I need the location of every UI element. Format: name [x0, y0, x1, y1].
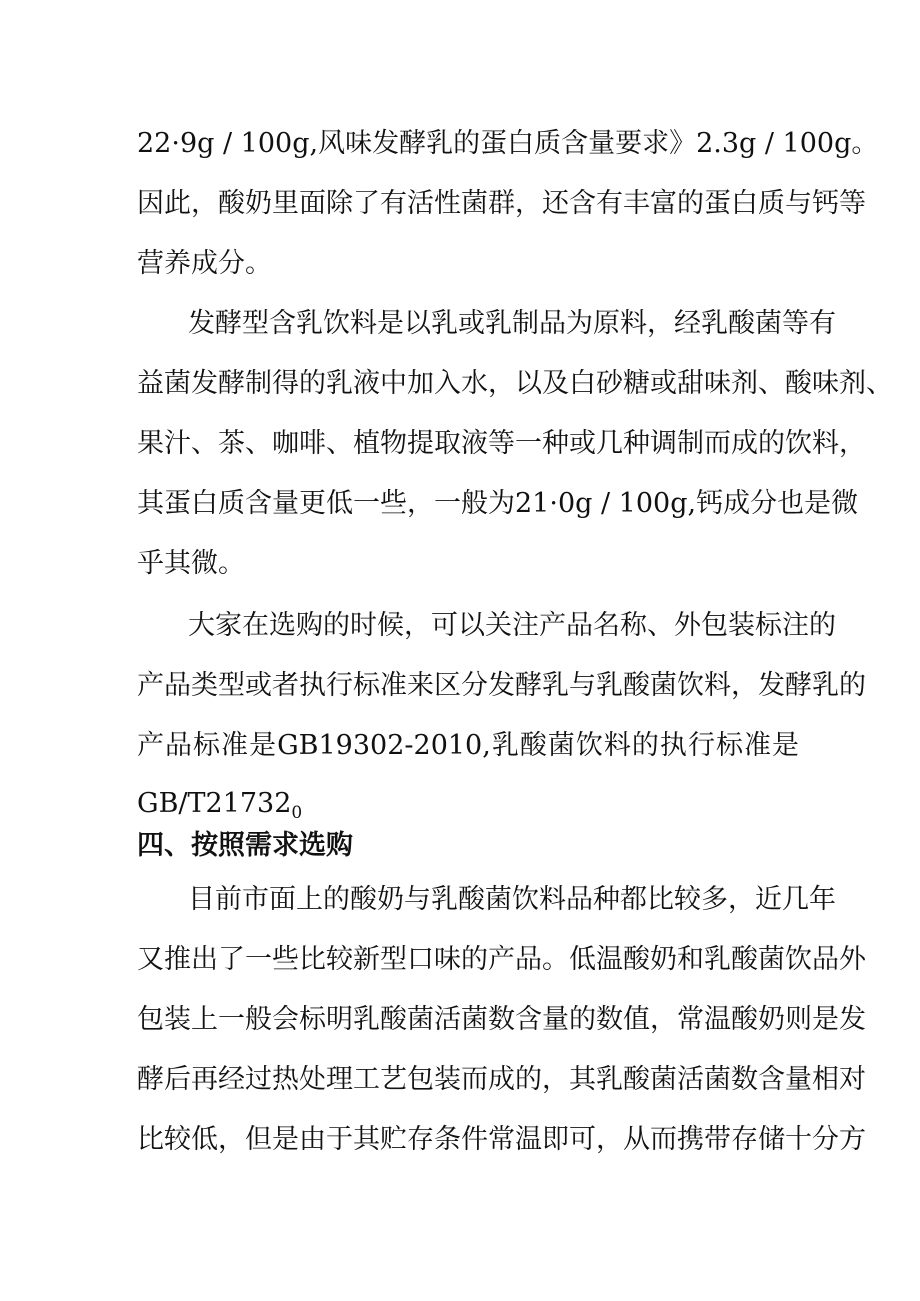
paragraph-4-line-4: 酵后再经过热处理工艺包装而成的，其乳酸菌活菌数含量相对: [137, 1064, 866, 1095]
paragraph-3-line-3: 产品标准是GB19302-2010,乳酸菌饮料的执行标准是: [137, 730, 799, 761]
paragraph-2-line-1: 发酵型含乳饮料是以乳或乳制品为原料，经乳酸菌等有: [188, 308, 836, 339]
paragraph-4-line-2: 又推出了一些比较新型口味的产品。低温酸奶和乳酸菌饮品外: [137, 944, 866, 975]
paragraph-4-line-1: 目前市面上的酸奶与乳酸菌饮料品种都比较多，近几年: [188, 884, 836, 915]
standard-code: GB/T21732: [137, 788, 292, 819]
paragraph-1-line-3: 营养成分。: [137, 248, 272, 279]
paragraph-2-line-5: 乎其微。: [137, 548, 245, 579]
paragraph-2-line-2: 益菌发酵制得的乳液中加入水，以及白砂糖或甜味剂、酸味剂、: [137, 368, 893, 399]
paragraph-2-line-4: 其蛋白质含量更低一些，一般为21·0g / 100g,钙成分也是微: [137, 488, 859, 519]
paragraph-1-line-2: 因此，酸奶里面除了有活性菌群，还含有丰富的蛋白质与钙等: [137, 188, 866, 219]
paragraph-3-line-2: 产品类型或者执行标准来区分发酵乳与乳酸菌饮料，发酵乳的: [137, 670, 866, 701]
paragraph-4-line-5: 比较低，但是由于其贮存条件常温即可，从而携带存储十分方: [137, 1124, 866, 1155]
standard-code-subscript: 0: [291, 803, 303, 823]
paragraph-4-line-3: 包装上一般会标明乳酸菌活菌数含量的数值，常温酸奶则是发: [137, 1004, 866, 1035]
paragraph-2-line-3: 果汁、茶、咖啡、植物提取液等一种或几种调制而成的饮料，: [137, 428, 866, 459]
section-heading: 四、按照需求选购: [137, 830, 353, 861]
paragraph-3-line-4: [137, 784, 799, 824]
paragraph-3-line-1: 大家在选购的时候，可以关注产品名称、外包装标注的: [188, 610, 836, 641]
paragraph-1-line-1: 22·9g / 100g,风味发酵乳的蛋白质含量要求》2.3g / 100g。: [137, 128, 879, 159]
